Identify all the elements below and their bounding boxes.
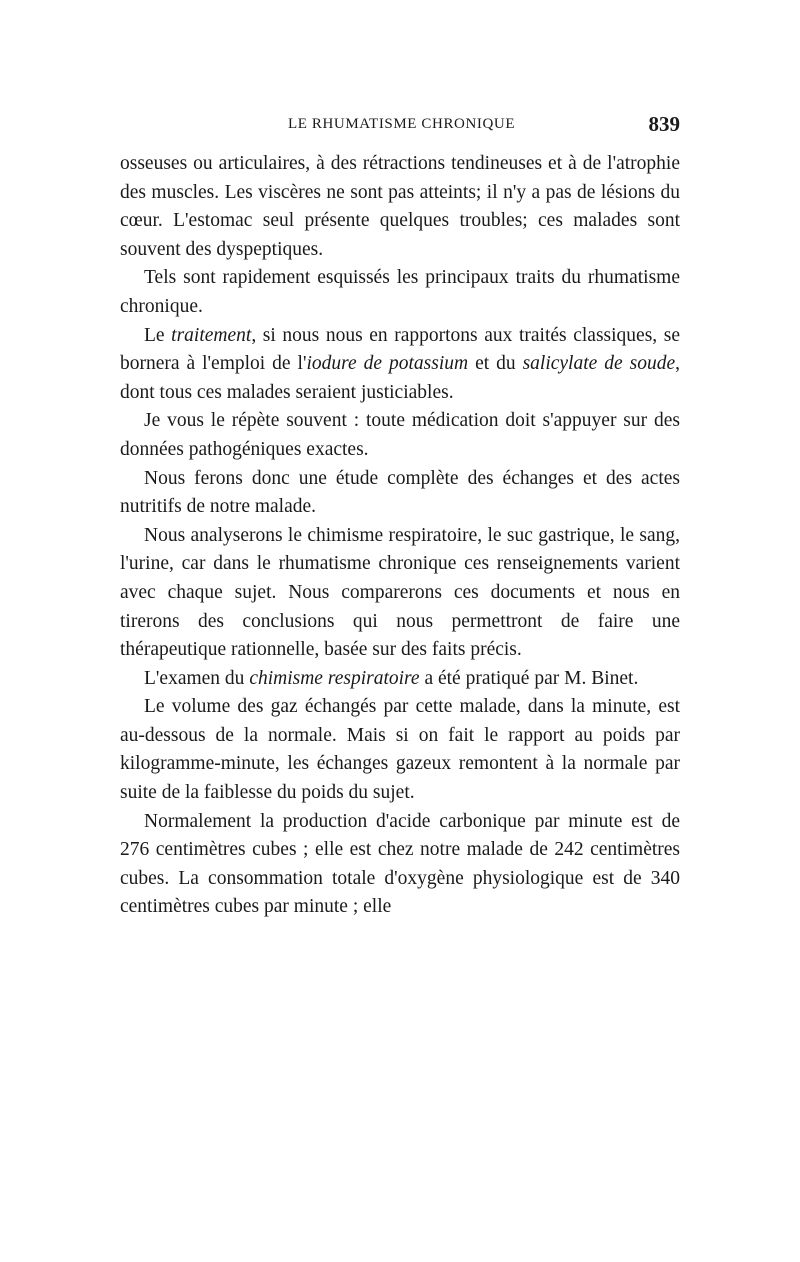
page-number: 839 <box>648 112 680 136</box>
text-run: Le volume des gaz échangés par cette malade, dans la minute, est au-dessous de la normale. Mais si on fait le rapport au poids par kilogramme-minute, les échanges gazeux remontent à la normale par suite de la faiblesse du poids du sujet. <box>120 696 680 804</box>
text-run: et du <box>468 353 523 375</box>
page-header <box>120 112 680 140</box>
text-run: Nous analyserons le chimisme respiratoire, le suc gastrique, le sang, l'urine, car dans le rhumatisme chronique ces renseignements varient avec chaque sujet. Nous comparerons ces documents et nous en tirerons des conclusions qui nous permettront de faire une thérapeutique rationnelle, basée sur des faits précis. <box>120 524 680 661</box>
italic-term: traitement <box>171 324 252 346</box>
italic-term: iodure de potassium <box>306 353 469 375</box>
paragraph <box>120 465 680 522</box>
text-run: L'examen du <box>144 667 250 689</box>
text-run: osseuses ou articulaires, à des rétractions tendineuses et à de l'atrophie des muscles. Les viscères ne sont pas atteints; il n'y a pas de lésions du cœur. L'estomac seul présente quelques troubles; ces malades sont souvent des dyspeptiques. <box>120 153 680 260</box>
paragraph <box>120 322 680 408</box>
text-run: Le <box>144 324 172 346</box>
italic-term: chimisme respiratoire <box>249 667 420 689</box>
running-title: LE RHUMATISME CHRONIQUE <box>288 116 516 132</box>
text-run: Nous ferons donc une étude complète des échanges et des actes nutritifs de notre malade. <box>120 467 680 518</box>
paragraph <box>120 693 680 807</box>
paragraph <box>120 150 680 264</box>
text-run: , si nous nous en rapportons aux traités classiques, se bornera à l'emploi de l' <box>120 324 680 375</box>
paragraph <box>120 264 680 321</box>
text-run: Normalement la production d'acide carbonique par minute est de 276 centimètres cubes ; elle est chez notre malade de 242 centimètres cubes. La consommation totale d'oxygène physiologique est de 340 centimètres cubes par minute ; elle <box>120 810 680 918</box>
paragraph <box>120 407 680 464</box>
paragraph <box>120 808 680 922</box>
paragraph <box>120 665 680 694</box>
text-run: , dont tous ces malades seraient justiciables. <box>120 353 680 403</box>
text-run: Je vous le répète souvent : toute médication doit s'appuyer sur des données pathogéniques exactes. <box>120 410 680 460</box>
text-run: Tels sont rapidement esquissés les principaux traits du rhumatisme chronique. <box>120 267 680 317</box>
text-run: a été pratiqué par M. Binet. <box>419 667 639 689</box>
paragraph <box>120 522 680 665</box>
italic-term: salicylate de soude <box>522 353 676 375</box>
body-text <box>120 150 680 922</box>
